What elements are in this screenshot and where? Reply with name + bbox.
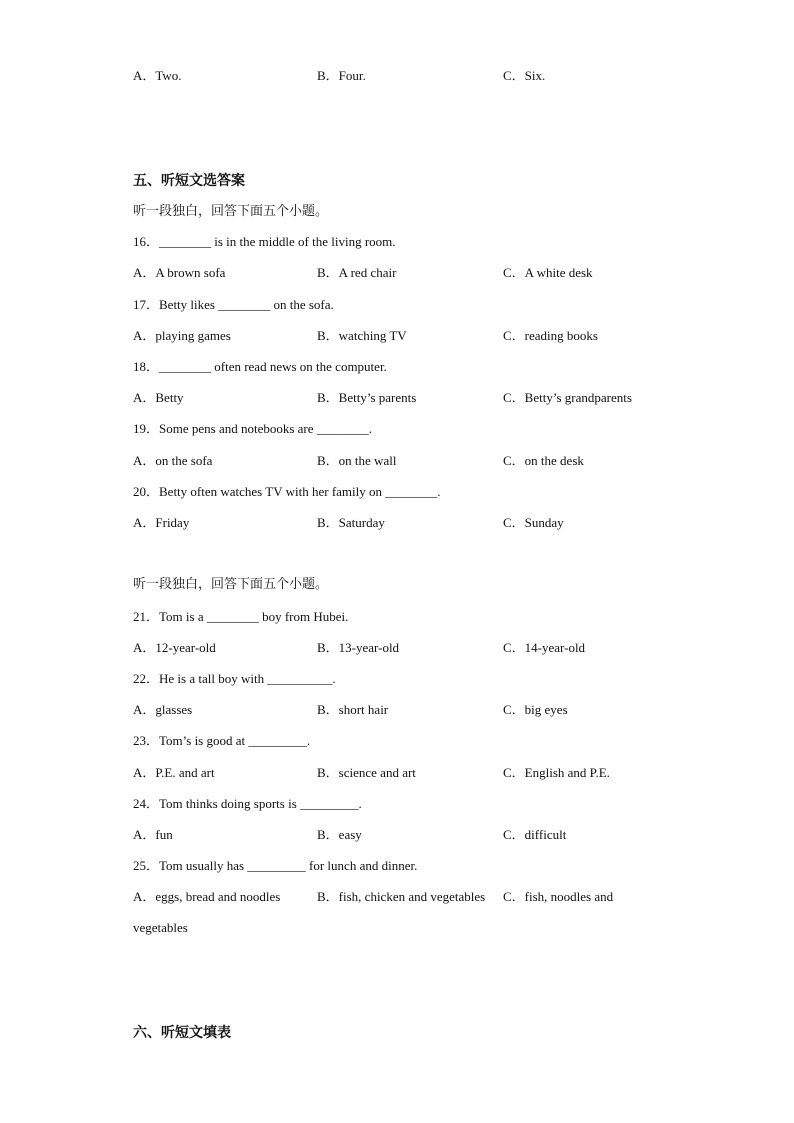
question-16-option-b: B．A red chair bbox=[317, 265, 397, 280]
q15-option-b: B．Four. bbox=[317, 68, 366, 83]
section6-heading: 六、听短文填表 bbox=[133, 1025, 231, 1041]
q15-option-c: C．Six. bbox=[503, 68, 546, 83]
q15-option-a: A．Two. bbox=[133, 68, 182, 83]
question-21-stem: 21．Tom is a ________ boy from Hubei. bbox=[133, 609, 349, 624]
question-23-option-c: C．English and P.E. bbox=[503, 765, 610, 780]
section5-heading: 五、听短文选答案 bbox=[133, 173, 245, 189]
question-22-option-b: B．short hair bbox=[317, 702, 389, 717]
question-19-option-a: A．on the sofa bbox=[133, 453, 213, 468]
question-20-option-b: B．Saturday bbox=[317, 515, 385, 530]
question-20-options bbox=[133, 515, 693, 531]
question-25-option-c-wrap: vegetables bbox=[133, 920, 188, 935]
section5-intro-2: 听一段独白，回答下面五个小题。 bbox=[133, 577, 329, 592]
section5-intro-1: 听一段独白，回答下面五个小题。 bbox=[133, 204, 329, 219]
question-23-option-a: A．P.E. and art bbox=[133, 765, 215, 780]
question-17-option-a: A．playing games bbox=[133, 328, 231, 343]
question-23-option-b: B．science and art bbox=[317, 765, 416, 780]
question-25-options bbox=[133, 889, 693, 905]
question-19-options bbox=[133, 453, 693, 469]
question-17-options bbox=[133, 328, 693, 344]
question-21-option-a: A．12-year-old bbox=[133, 640, 216, 655]
question-24-options bbox=[133, 827, 693, 843]
question-18-option-b: B．Betty’s parents bbox=[317, 390, 417, 405]
question-19-stem: 19．Some pens and notebooks are ________. bbox=[133, 421, 373, 436]
question-19-option-b: B．on the wall bbox=[317, 453, 397, 468]
question-20-option-a: A．Friday bbox=[133, 515, 190, 530]
question-24-option-b: B．easy bbox=[317, 827, 362, 842]
question-20-option-c: C．Sunday bbox=[503, 515, 564, 530]
question-16-stem: 16．________ is in the middle of the living room. bbox=[133, 234, 396, 249]
question-22-option-a: A．glasses bbox=[133, 702, 193, 717]
question-18-option-c: C．Betty’s grandparents bbox=[503, 390, 632, 405]
question-23-stem: 23．Tom’s is good at _________. bbox=[133, 733, 311, 748]
question-18-stem: 18．________ often read news on the computer. bbox=[133, 359, 387, 374]
question-16-option-c: C．A white desk bbox=[503, 265, 593, 280]
question-19-option-c: C．on the desk bbox=[503, 453, 584, 468]
question-22-stem: 22．He is a tall boy with __________. bbox=[133, 671, 336, 686]
question-25-stem: 25．Tom usually has _________ for lunch and dinner. bbox=[133, 858, 418, 873]
question-21-option-c: C．14-year-old bbox=[503, 640, 586, 655]
question-16-options bbox=[133, 265, 693, 281]
question-18-options bbox=[133, 390, 693, 406]
question-21-option-b: B．13-year-old bbox=[317, 640, 400, 655]
question-24-option-c: C．difficult bbox=[503, 827, 567, 842]
question-16-option-a: A．A brown sofa bbox=[133, 265, 226, 280]
question-24-option-a: A．fun bbox=[133, 827, 173, 842]
question-25-option-c: C．fish, noodles and bbox=[503, 889, 614, 904]
q15-options bbox=[133, 68, 693, 84]
question-22-option-c: C．big eyes bbox=[503, 702, 568, 717]
question-25-option-a: A．eggs, bread and noodles bbox=[133, 889, 281, 904]
question-17-option-b: B．watching TV bbox=[317, 328, 407, 343]
question-22-options bbox=[133, 702, 693, 718]
question-21-options bbox=[133, 640, 693, 656]
question-24-stem: 24．Tom thinks doing sports is _________. bbox=[133, 796, 362, 811]
question-17-option-c: C．reading books bbox=[503, 328, 598, 343]
question-17-stem: 17．Betty likes ________ on the sofa. bbox=[133, 297, 334, 312]
question-18-option-a: A．Betty bbox=[133, 390, 184, 405]
question-20-stem: 20．Betty often watches TV with her family on ________. bbox=[133, 484, 441, 499]
question-25-option-b: B．fish, chicken and vegetables bbox=[317, 889, 486, 904]
question-23-options bbox=[133, 765, 693, 781]
